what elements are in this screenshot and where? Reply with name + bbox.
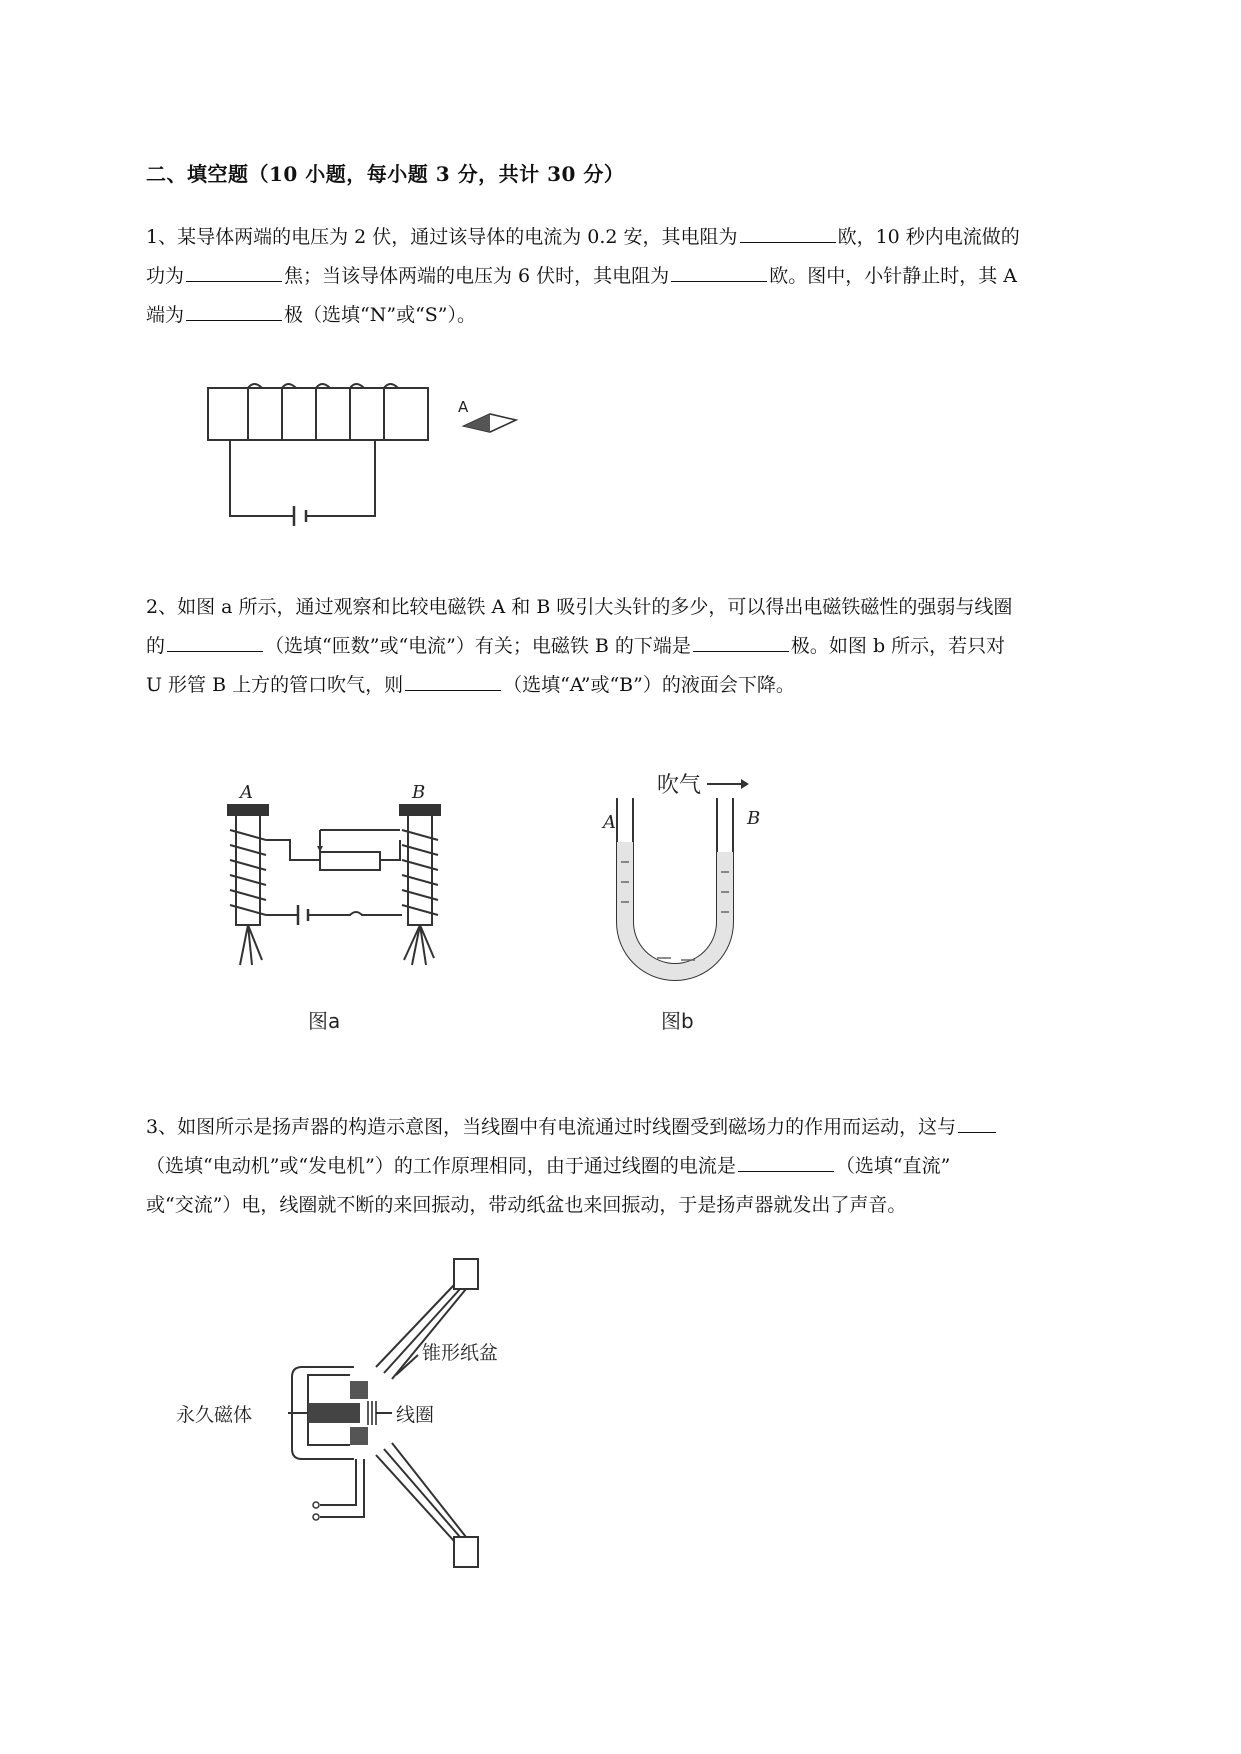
question-2-line-2: 的 （选填“匝数”或“电流”）有关；电磁铁 B 的下端是 极。如图 b 所示，若只对 (146, 627, 1146, 666)
blow-air-label: 吹气 (657, 773, 702, 798)
question-3-line-3: 或“交流”）电，线圈就不断的来回振动，带动纸盆也来回振动，于是扬声器就发出了声音。 (146, 1194, 907, 1216)
question-1-line-3: 端为 极（选填“N”或“S”）。 (146, 296, 1146, 335)
question-3 (146, 1108, 1146, 1225)
figure-b-caption: 图b (661, 1009, 694, 1033)
section-title: 二、填空题（10 小题，每小题 3 分，共计 30 分） (146, 162, 625, 186)
question-2-line-3: U 形管 B 上方的管口吹气，则 （选填“A”或“B”）的液面会下降。 (146, 666, 1146, 705)
electromagnets-figure-a (200, 770, 460, 1040)
answer-blank[interactable] (186, 259, 282, 282)
figure-a-caption: 图a (308, 1009, 341, 1033)
answer-blank[interactable] (738, 1149, 834, 1172)
question-1 (146, 218, 1146, 335)
answer-blank[interactable] (671, 259, 767, 282)
solenoid-circuit-figure (200, 380, 540, 540)
compass-needle-icon (464, 414, 516, 432)
answer-blank[interactable] (693, 629, 789, 652)
loudspeaker-figure (170, 1255, 570, 1575)
answer-blank[interactable] (186, 298, 282, 321)
cone-label: 锥形纸盆 (422, 1342, 499, 1364)
answer-blank[interactable] (167, 629, 263, 652)
tube-a-label: A (603, 812, 616, 833)
magnet-b-label: B (412, 782, 426, 803)
u-tube-figure-b (595, 762, 775, 1040)
question-3-line-2: （选填“电动机”或“发电机”）的工作原理相同，由于通过线圈的电流是 （选填“直流” (146, 1147, 1146, 1186)
question-2-line-1: 2、如图 a 所示，通过观察和比较电磁铁 A 和 B 吸引大头针的多少，可以得出电磁铁磁性的强弱与线圈 (146, 596, 1013, 618)
coil-label: 线圈 (396, 1404, 435, 1426)
magnet-a-label: A (240, 782, 253, 803)
answer-blank[interactable] (405, 668, 501, 691)
needle-end-label: A (458, 398, 469, 416)
answer-blank[interactable] (740, 220, 836, 243)
question-2 (146, 588, 1146, 705)
tube-b-label: B (747, 808, 761, 829)
answer-blank[interactable] (958, 1110, 996, 1133)
question-1-line-1: 1、某导体两端的电压为 2 伏，通过该导体的电流为 0.2 安，其电阻为 欧，10 秒内电流做的 (146, 218, 1146, 257)
question-1-line-2: 功为 焦；当该导体两端的电压为 6 伏时，其电阻为 欧。图中，小针静止时，其 A (146, 257, 1146, 296)
magnet-label: 永久磁体 (176, 1404, 253, 1426)
question-3-line-1: 3、如图所示是扬声器的构造示意图，当线圈中有电流通过时线圈受到磁场力的作用而运动，这与 (146, 1108, 1146, 1147)
